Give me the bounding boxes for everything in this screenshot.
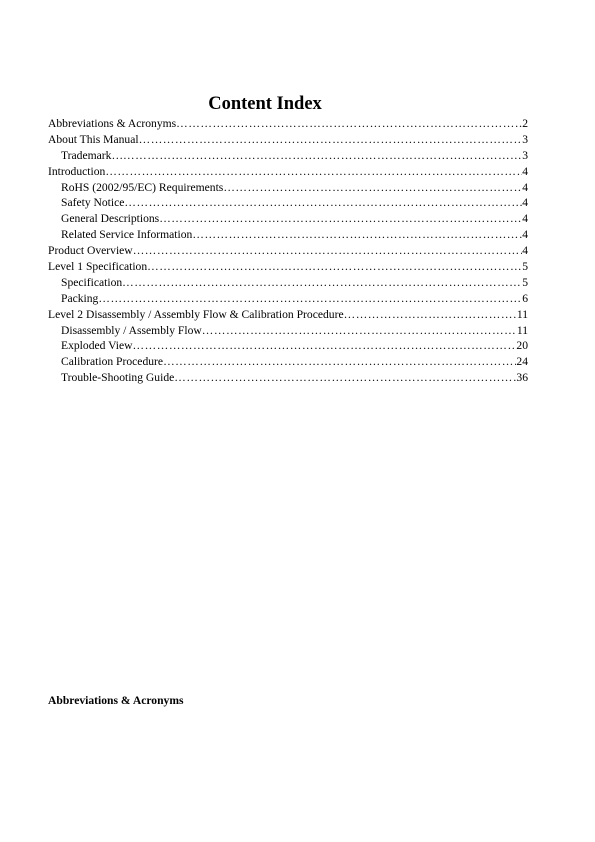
toc-leader-dots — [159, 211, 522, 227]
toc-leader-dots — [139, 132, 523, 148]
toc-entry-label: Specification — [61, 275, 123, 289]
toc-entry-label: About This Manual — [48, 132, 139, 146]
toc-entry[interactable] — [48, 275, 528, 291]
toc-entry-label: Packing — [61, 291, 99, 305]
toc-entry[interactable] — [48, 211, 528, 227]
toc-leader-dots — [192, 227, 522, 243]
toc-entry-page: 5 — [522, 275, 528, 289]
toc-entry-label: Disassembly / Assembly Flow — [61, 323, 202, 337]
toc-entry-page: 24 — [516, 355, 528, 369]
toc-entry-page: 4 — [522, 244, 528, 258]
section-heading: Abbreviations & Acronyms — [48, 694, 184, 707]
toc-entry[interactable] — [48, 116, 528, 132]
toc-leader-dots — [133, 338, 517, 354]
toc-leader-dots — [98, 291, 522, 307]
toc-entry-page: 4 — [522, 228, 528, 242]
toc-leader-dots — [223, 180, 522, 196]
toc-leader-dots — [123, 148, 522, 164]
toc-entry-label: Level 2 Disassembly / Assembly Flow & Calibration Procedure — [48, 307, 344, 321]
toc-entry[interactable] — [48, 354, 528, 370]
toc-leader-dots — [105, 164, 522, 180]
toc-leader-dots — [124, 195, 522, 211]
toc-entry[interactable] — [48, 132, 528, 148]
toc-entry-label: Introduction — [48, 164, 106, 178]
toc-entry[interactable] — [48, 370, 528, 386]
toc-entry[interactable] — [48, 338, 528, 354]
toc-leader-dots — [133, 243, 523, 259]
toc-entry[interactable] — [48, 307, 528, 323]
page-title: Content Index — [208, 94, 322, 114]
toc-entry-page: 20 — [516, 339, 528, 353]
toc-entry[interactable] — [48, 243, 528, 259]
toc-entry-page: 6 — [522, 291, 528, 305]
toc-entry-page: 11 — [516, 307, 528, 321]
toc-entry-label: Trouble-Shooting Guide — [61, 371, 175, 385]
toc-entry-label: Level 1 Specification — [48, 260, 148, 274]
toc-entry-label: Trademark… — [61, 148, 124, 162]
toc-leader-dots — [174, 370, 516, 386]
toc-leader-dots — [147, 259, 522, 275]
toc-leader-dots — [163, 354, 516, 370]
toc-entry-label: Abbreviations & Acronyms — [48, 117, 177, 130]
toc-entry-label: Product Overview — [48, 244, 133, 258]
toc-entry[interactable] — [48, 148, 528, 164]
toc-entry-label: Related Service Information — [61, 228, 193, 242]
toc-entry-label: Safety Notice — [61, 196, 125, 210]
toc-leader-dots — [202, 323, 517, 339]
toc-entry-page: 4 — [522, 196, 528, 210]
toc-entry[interactable] — [48, 259, 528, 275]
toc-entry-page: 4 — [522, 164, 528, 178]
toc-entry-page: 11 — [516, 323, 528, 337]
toc-entry[interactable] — [48, 195, 528, 211]
toc-leader-dots — [176, 116, 522, 132]
toc-entry-page: 3 — [522, 148, 528, 162]
toc-entry[interactable] — [48, 164, 528, 180]
toc-leader-dots — [344, 307, 517, 323]
toc-entry[interactable] — [48, 180, 528, 196]
toc-entry-page: 4 — [522, 180, 528, 194]
toc-entry-page: 36 — [516, 371, 528, 385]
toc-entry-label: Calibration Procedure — [61, 355, 164, 369]
toc-leader-dots — [122, 275, 522, 291]
toc-entry-page: 4 — [522, 212, 528, 226]
toc-entry-page: 2 — [522, 117, 528, 130]
table-of-contents — [48, 116, 528, 386]
toc-entry-page: 3 — [522, 132, 528, 146]
toc-entry[interactable] — [48, 291, 528, 307]
toc-entry-label: Exploded View — [61, 339, 133, 353]
toc-entry[interactable] — [48, 227, 528, 243]
toc-entry-label: General Descriptions — [61, 212, 160, 226]
toc-entry-page: 5 — [522, 260, 528, 274]
toc-entry[interactable] — [48, 323, 528, 339]
toc-entry-label: RoHS (2002/95/EC) Requirements — [61, 180, 224, 194]
